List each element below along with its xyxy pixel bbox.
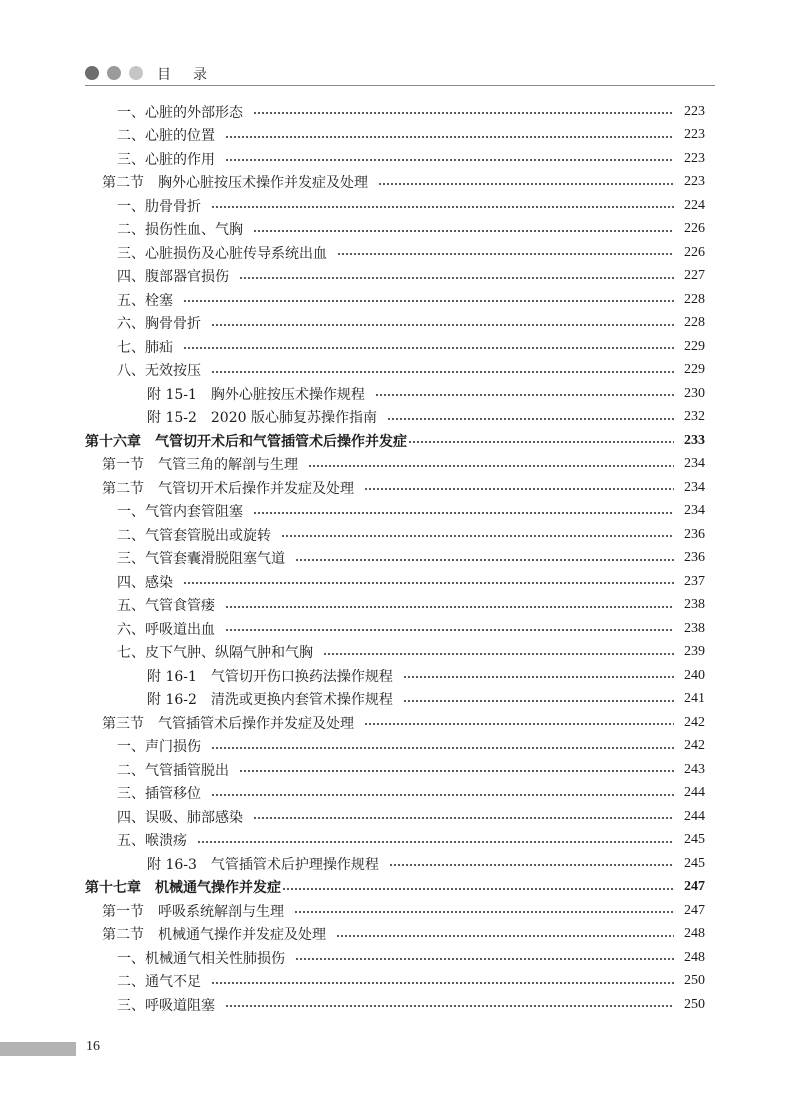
toc-entry-title: 七、皮下气肿、纵隔气肿和气胸 xyxy=(117,645,313,662)
dot-leader xyxy=(225,605,674,609)
dot-leader xyxy=(183,581,674,585)
toc-entry-page: 236 xyxy=(684,526,705,542)
toc-entry-title: 第三节 气管插管术后操作并发症及处理 xyxy=(102,715,354,732)
toc-entry-page: 226 xyxy=(684,221,705,237)
toc-entry-chap xyxy=(85,429,705,453)
toc-entry-title: 第一节 气管三角的解剖与生理 xyxy=(102,457,298,474)
toc-entry-title: 一、肋骨骨折 xyxy=(117,198,201,215)
dot-leader xyxy=(294,910,674,914)
dot-leader xyxy=(197,840,674,844)
toc-entry-page: 234 xyxy=(684,479,705,495)
toc-entry-title: 第二节 气管切开术后操作并发症及处理 xyxy=(102,480,354,497)
toc-entry-item xyxy=(85,970,705,994)
dot-leader xyxy=(225,628,674,632)
toc-entry-title: 附 16-1 气管切开伤口换药法操作规程 xyxy=(147,668,393,685)
toc-entry-app xyxy=(85,688,705,712)
dot-leader xyxy=(336,934,674,938)
page-number: 16 xyxy=(86,1039,100,1054)
toc-entry-item xyxy=(85,547,705,571)
toc-entry-item xyxy=(85,993,705,1017)
toc-entry-title: 三、心脏损伤及心脏传导系统出血 xyxy=(117,245,327,262)
toc-entry-title: 七、肺疝 xyxy=(117,339,173,356)
toc-entry-item xyxy=(85,594,705,618)
toc-entry-sec xyxy=(85,476,705,500)
toc-entry-page: 238 xyxy=(684,597,705,613)
dot-leader xyxy=(378,182,674,186)
toc-entry-item xyxy=(85,946,705,970)
toc-entry-item xyxy=(85,735,705,759)
toc-entry-title: 二、心脏的位置 xyxy=(117,128,215,145)
toc-entry-sec xyxy=(85,711,705,735)
toc-entry-title: 第十七章 机械通气操作并发症 xyxy=(85,880,281,897)
toc-entry-page: 229 xyxy=(684,362,705,378)
toc-entry-item xyxy=(85,218,705,242)
toc-entry-page: 244 xyxy=(684,808,705,824)
toc-entry-item xyxy=(85,829,705,853)
toc-entry-title: 四、腹部器官损伤 xyxy=(117,269,229,286)
toc-entry-item xyxy=(85,124,705,148)
toc-entry-title: 六、胸骨骨折 xyxy=(117,316,201,333)
dot-leader xyxy=(403,699,674,703)
toc-entry-page: 242 xyxy=(684,738,705,754)
toc-entry-title: 五、栓塞 xyxy=(117,292,173,309)
toc-entry-page: 233 xyxy=(684,432,705,448)
dot-leader xyxy=(323,652,674,656)
table-of-contents xyxy=(85,100,705,1017)
toc-entry-page: 223 xyxy=(684,150,705,166)
toc-entry-title: 附 15-2 2020 版心肺复苏操作指南 xyxy=(147,410,377,427)
dot-leader xyxy=(239,769,674,773)
toc-entry-page: 223 xyxy=(684,103,705,119)
dot-leader xyxy=(281,534,674,538)
toc-entry-page: 234 xyxy=(684,456,705,472)
toc-entry-item xyxy=(85,782,705,806)
dot-leader xyxy=(253,229,674,233)
toc-entry-title: 附 16-3 气管插管术后护理操作规程 xyxy=(147,856,379,873)
header-rule xyxy=(85,85,715,86)
toc-entry-app xyxy=(85,664,705,688)
toc-entry-item xyxy=(85,500,705,524)
toc-entry-title: 第二节 机械通气操作并发症及处理 xyxy=(102,927,326,944)
toc-entry-title: 二、气管套管脱出或旋转 xyxy=(117,527,271,544)
toc-entry-item xyxy=(85,288,705,312)
dot-leader xyxy=(282,887,674,891)
dot-leader xyxy=(403,675,674,679)
dot-leader xyxy=(239,276,674,280)
toc-entry-sec xyxy=(85,923,705,947)
toc-entry-title: 二、气管插管脱出 xyxy=(117,762,229,779)
toc-entry-page: 234 xyxy=(684,503,705,519)
toc-entry-item xyxy=(85,265,705,289)
toc-entry-item xyxy=(85,805,705,829)
toc-entry-title: 五、气管食管瘘 xyxy=(117,598,215,615)
toc-entry-item xyxy=(85,570,705,594)
toc-entry-page: 247 xyxy=(684,902,705,918)
toc-entry-title: 一、气管内套管阻塞 xyxy=(117,504,243,521)
toc-entry-title: 附 16-2 清洗或更换内套管术操作规程 xyxy=(147,692,393,709)
toc-entry-title: 六、呼吸道出血 xyxy=(117,621,215,638)
toc-entry-title: 四、误吸、肺部感染 xyxy=(117,809,243,826)
dot-leader xyxy=(253,111,674,115)
toc-entry-title: 一、机械通气相关性肺损伤 xyxy=(117,950,285,967)
dot-leader xyxy=(211,981,674,985)
toc-entry-title: 二、通气不足 xyxy=(117,974,201,991)
dot-leader xyxy=(387,417,674,421)
toc-entry-title: 八、无效按压 xyxy=(117,363,201,380)
toc-entry-page: 238 xyxy=(684,620,705,636)
header-dot-medium xyxy=(107,66,121,80)
toc-entry-page: 244 xyxy=(684,785,705,801)
toc-entry-item xyxy=(85,758,705,782)
toc-entry-page: 229 xyxy=(684,338,705,354)
toc-entry-title: 三、气管套囊滑脱阻塞气道 xyxy=(117,551,285,568)
dot-leader xyxy=(225,1004,674,1008)
dot-leader xyxy=(364,722,674,726)
toc-entry-title: 三、心脏的作用 xyxy=(117,151,215,168)
toc-entry-page: 226 xyxy=(684,244,705,260)
toc-entry-title: 三、插管移位 xyxy=(117,786,201,803)
toc-entry-page: 237 xyxy=(684,573,705,589)
toc-entry-page: 232 xyxy=(684,409,705,425)
dot-leader xyxy=(225,135,674,139)
toc-entry-title: 第十六章 气管切开术后和气管插管术后操作并发症 xyxy=(85,433,407,450)
dot-leader xyxy=(211,793,674,797)
toc-entry-page: 228 xyxy=(684,315,705,331)
dot-leader xyxy=(211,323,674,327)
toc-entry-title: 一、心脏的外部形态 xyxy=(117,104,243,121)
toc-entry-page: 236 xyxy=(684,550,705,566)
dot-leader xyxy=(295,558,674,562)
toc-entry-title: 附 15-1 胸外心脏按压术操作规程 xyxy=(147,386,365,403)
toc-entry-title: 二、损伤性血、气胸 xyxy=(117,222,243,239)
toc-entry-item xyxy=(85,523,705,547)
toc-entry-app xyxy=(85,406,705,430)
dot-leader xyxy=(253,511,674,515)
toc-entry-page: 243 xyxy=(684,761,705,777)
toc-entry-item xyxy=(85,359,705,383)
toc-entry-app xyxy=(85,382,705,406)
dot-leader xyxy=(408,440,674,444)
toc-entry-page: 227 xyxy=(684,268,705,284)
header-dot-light xyxy=(129,66,143,80)
dot-leader xyxy=(375,393,674,397)
toc-entry-page: 242 xyxy=(684,714,705,730)
toc-entry-page: 223 xyxy=(684,174,705,190)
toc-entry-sec xyxy=(85,453,705,477)
toc-entry-item xyxy=(85,100,705,124)
toc-entry-sec xyxy=(85,171,705,195)
toc-entry-title: 三、呼吸道阻塞 xyxy=(117,997,215,1014)
dot-leader xyxy=(211,205,674,209)
toc-entry-page: 224 xyxy=(684,197,705,213)
toc-entry-page: 239 xyxy=(684,644,705,660)
dot-leader xyxy=(308,464,674,468)
toc-entry-page: 241 xyxy=(684,691,705,707)
dot-leader xyxy=(295,957,674,961)
toc-entry-title: 第一节 呼吸系统解剖与生理 xyxy=(102,903,284,920)
toc-entry-page: 245 xyxy=(684,832,705,848)
dot-leader xyxy=(364,487,674,491)
toc-entry-page: 223 xyxy=(684,127,705,143)
toc-entry-item xyxy=(85,194,705,218)
dot-leader xyxy=(211,370,674,374)
toc-entry-item xyxy=(85,641,705,665)
dot-leader xyxy=(337,252,674,256)
toc-entry-page: 250 xyxy=(684,973,705,989)
toc-entry-chap xyxy=(85,876,705,900)
toc-entry-item xyxy=(85,241,705,265)
dot-leader xyxy=(183,299,674,303)
toc-entry-title: 第二节 胸外心脏按压术操作并发症及处理 xyxy=(102,175,368,192)
toc-entry-title: 五、喉溃疡 xyxy=(117,833,187,850)
footer-bar xyxy=(0,1042,76,1056)
toc-entry-page: 240 xyxy=(684,667,705,683)
dot-leader xyxy=(225,158,674,162)
toc-entry-app xyxy=(85,852,705,876)
toc-entry-title: 四、感染 xyxy=(117,574,173,591)
toc-entry-sec xyxy=(85,899,705,923)
toc-entry-item xyxy=(85,617,705,641)
toc-entry-page: 248 xyxy=(684,926,705,942)
toc-entry-item xyxy=(85,147,705,171)
dot-leader xyxy=(253,816,674,820)
toc-entry-title: 一、声门损伤 xyxy=(117,739,201,756)
toc-entry-page: 245 xyxy=(684,855,705,871)
toc-entry-page: 247 xyxy=(684,879,705,895)
toc-entry-page: 228 xyxy=(684,291,705,307)
toc-entry-page: 230 xyxy=(684,385,705,401)
header-dot-dark xyxy=(85,66,99,80)
page-header xyxy=(85,62,715,86)
toc-entry-item xyxy=(85,312,705,336)
header-title: 目录 xyxy=(157,67,229,83)
dot-leader xyxy=(183,346,674,350)
toc-entry-page: 250 xyxy=(684,996,705,1012)
toc-entry-item xyxy=(85,335,705,359)
toc-entry-page: 248 xyxy=(684,949,705,965)
dot-leader xyxy=(389,863,674,867)
dot-leader xyxy=(211,746,674,750)
